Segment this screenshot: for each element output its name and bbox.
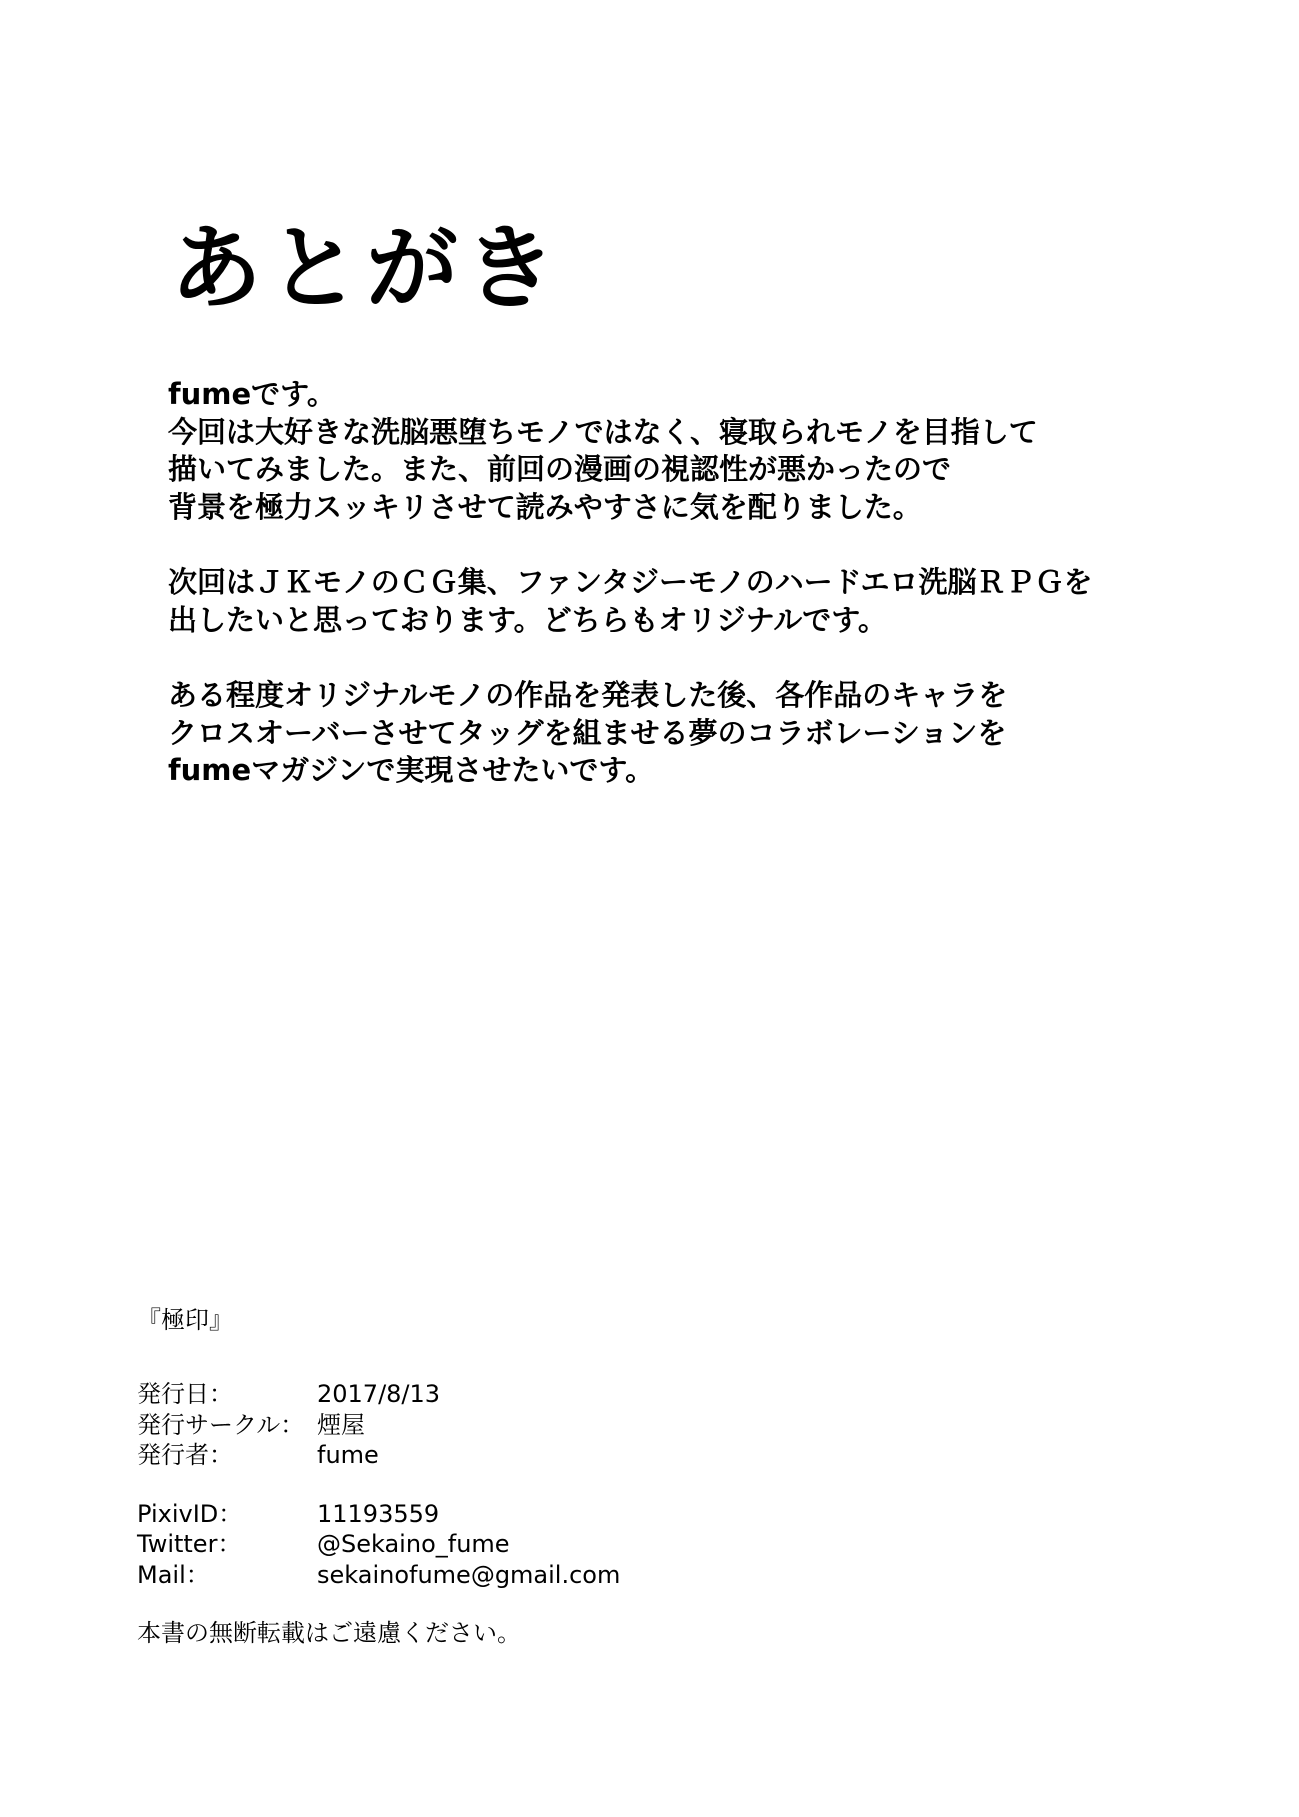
publisher-value: fume bbox=[317, 1441, 379, 1469]
afterword-line: 出したいと思っております。どちらもオリジナルです。 bbox=[168, 602, 887, 637]
twitter-label: Twitter： bbox=[137, 1530, 242, 1558]
afterword-line: クロスオーバーさせてタッグを組ませる夢のコラボレーションを bbox=[168, 715, 1007, 750]
twitter-value: @Sekaino_fume bbox=[317, 1530, 510, 1558]
pixiv-value: 11193559 bbox=[317, 1499, 440, 1528]
publication-date-label: 発行日： bbox=[137, 1380, 233, 1408]
afterword-paragraph-2 bbox=[168, 564, 1268, 639]
circle-value: 煙屋 bbox=[317, 1410, 365, 1439]
reprint-notice: 本書の無断転載はご遠慮ください。 bbox=[137, 1619, 521, 1647]
afterword-line: 背景を極力スッキリさせて読みやすさに気を配りました。 bbox=[168, 489, 922, 524]
pixiv-label: PixivID： bbox=[137, 1499, 243, 1528]
circle-label: 発行サークル： bbox=[137, 1410, 305, 1439]
mail-label: Mail： bbox=[137, 1560, 210, 1589]
colophon bbox=[137, 1305, 937, 1649]
circle-row bbox=[137, 1410, 937, 1441]
afterword-line: 次回はＪＫモノのＣＧ集、ファンタジーモノのハードエロ洗脳ＲＰＧを bbox=[168, 565, 1093, 599]
contact-info bbox=[137, 1499, 937, 1591]
mail-row bbox=[137, 1560, 937, 1591]
publisher-row bbox=[137, 1440, 937, 1471]
afterword-paragraph-3 bbox=[168, 677, 1268, 790]
publisher-label: 発行者： bbox=[137, 1441, 233, 1469]
afterword-line: 今回は大好きな洗脳悪堕ちモノではなく、寝取られモノを目指して bbox=[168, 414, 1038, 449]
afterword-line: fumeマガジンで実現させたいです。 bbox=[168, 753, 655, 787]
publication-info bbox=[137, 1379, 937, 1471]
page-title: あとがき bbox=[170, 214, 563, 322]
publication-date-value: 2017/8/13 bbox=[317, 1380, 441, 1408]
pixiv-row bbox=[137, 1499, 937, 1530]
afterword-line: ある程度オリジナルモノの作品を発表した後、各作品のキャラを bbox=[168, 678, 1008, 712]
afterword-text bbox=[168, 376, 1268, 828]
twitter-row bbox=[137, 1529, 937, 1560]
mail-value: sekainofume@gmail.com bbox=[317, 1560, 621, 1589]
publication-date-row bbox=[137, 1379, 937, 1410]
afterword-line: fumeです。 bbox=[168, 377, 336, 411]
afterword-line: 描いてみました。また、前回の漫画の視認性が悪かったので bbox=[168, 452, 952, 486]
work-title: 『極印』 bbox=[137, 1306, 233, 1334]
afterword-paragraph-1 bbox=[168, 376, 1268, 526]
